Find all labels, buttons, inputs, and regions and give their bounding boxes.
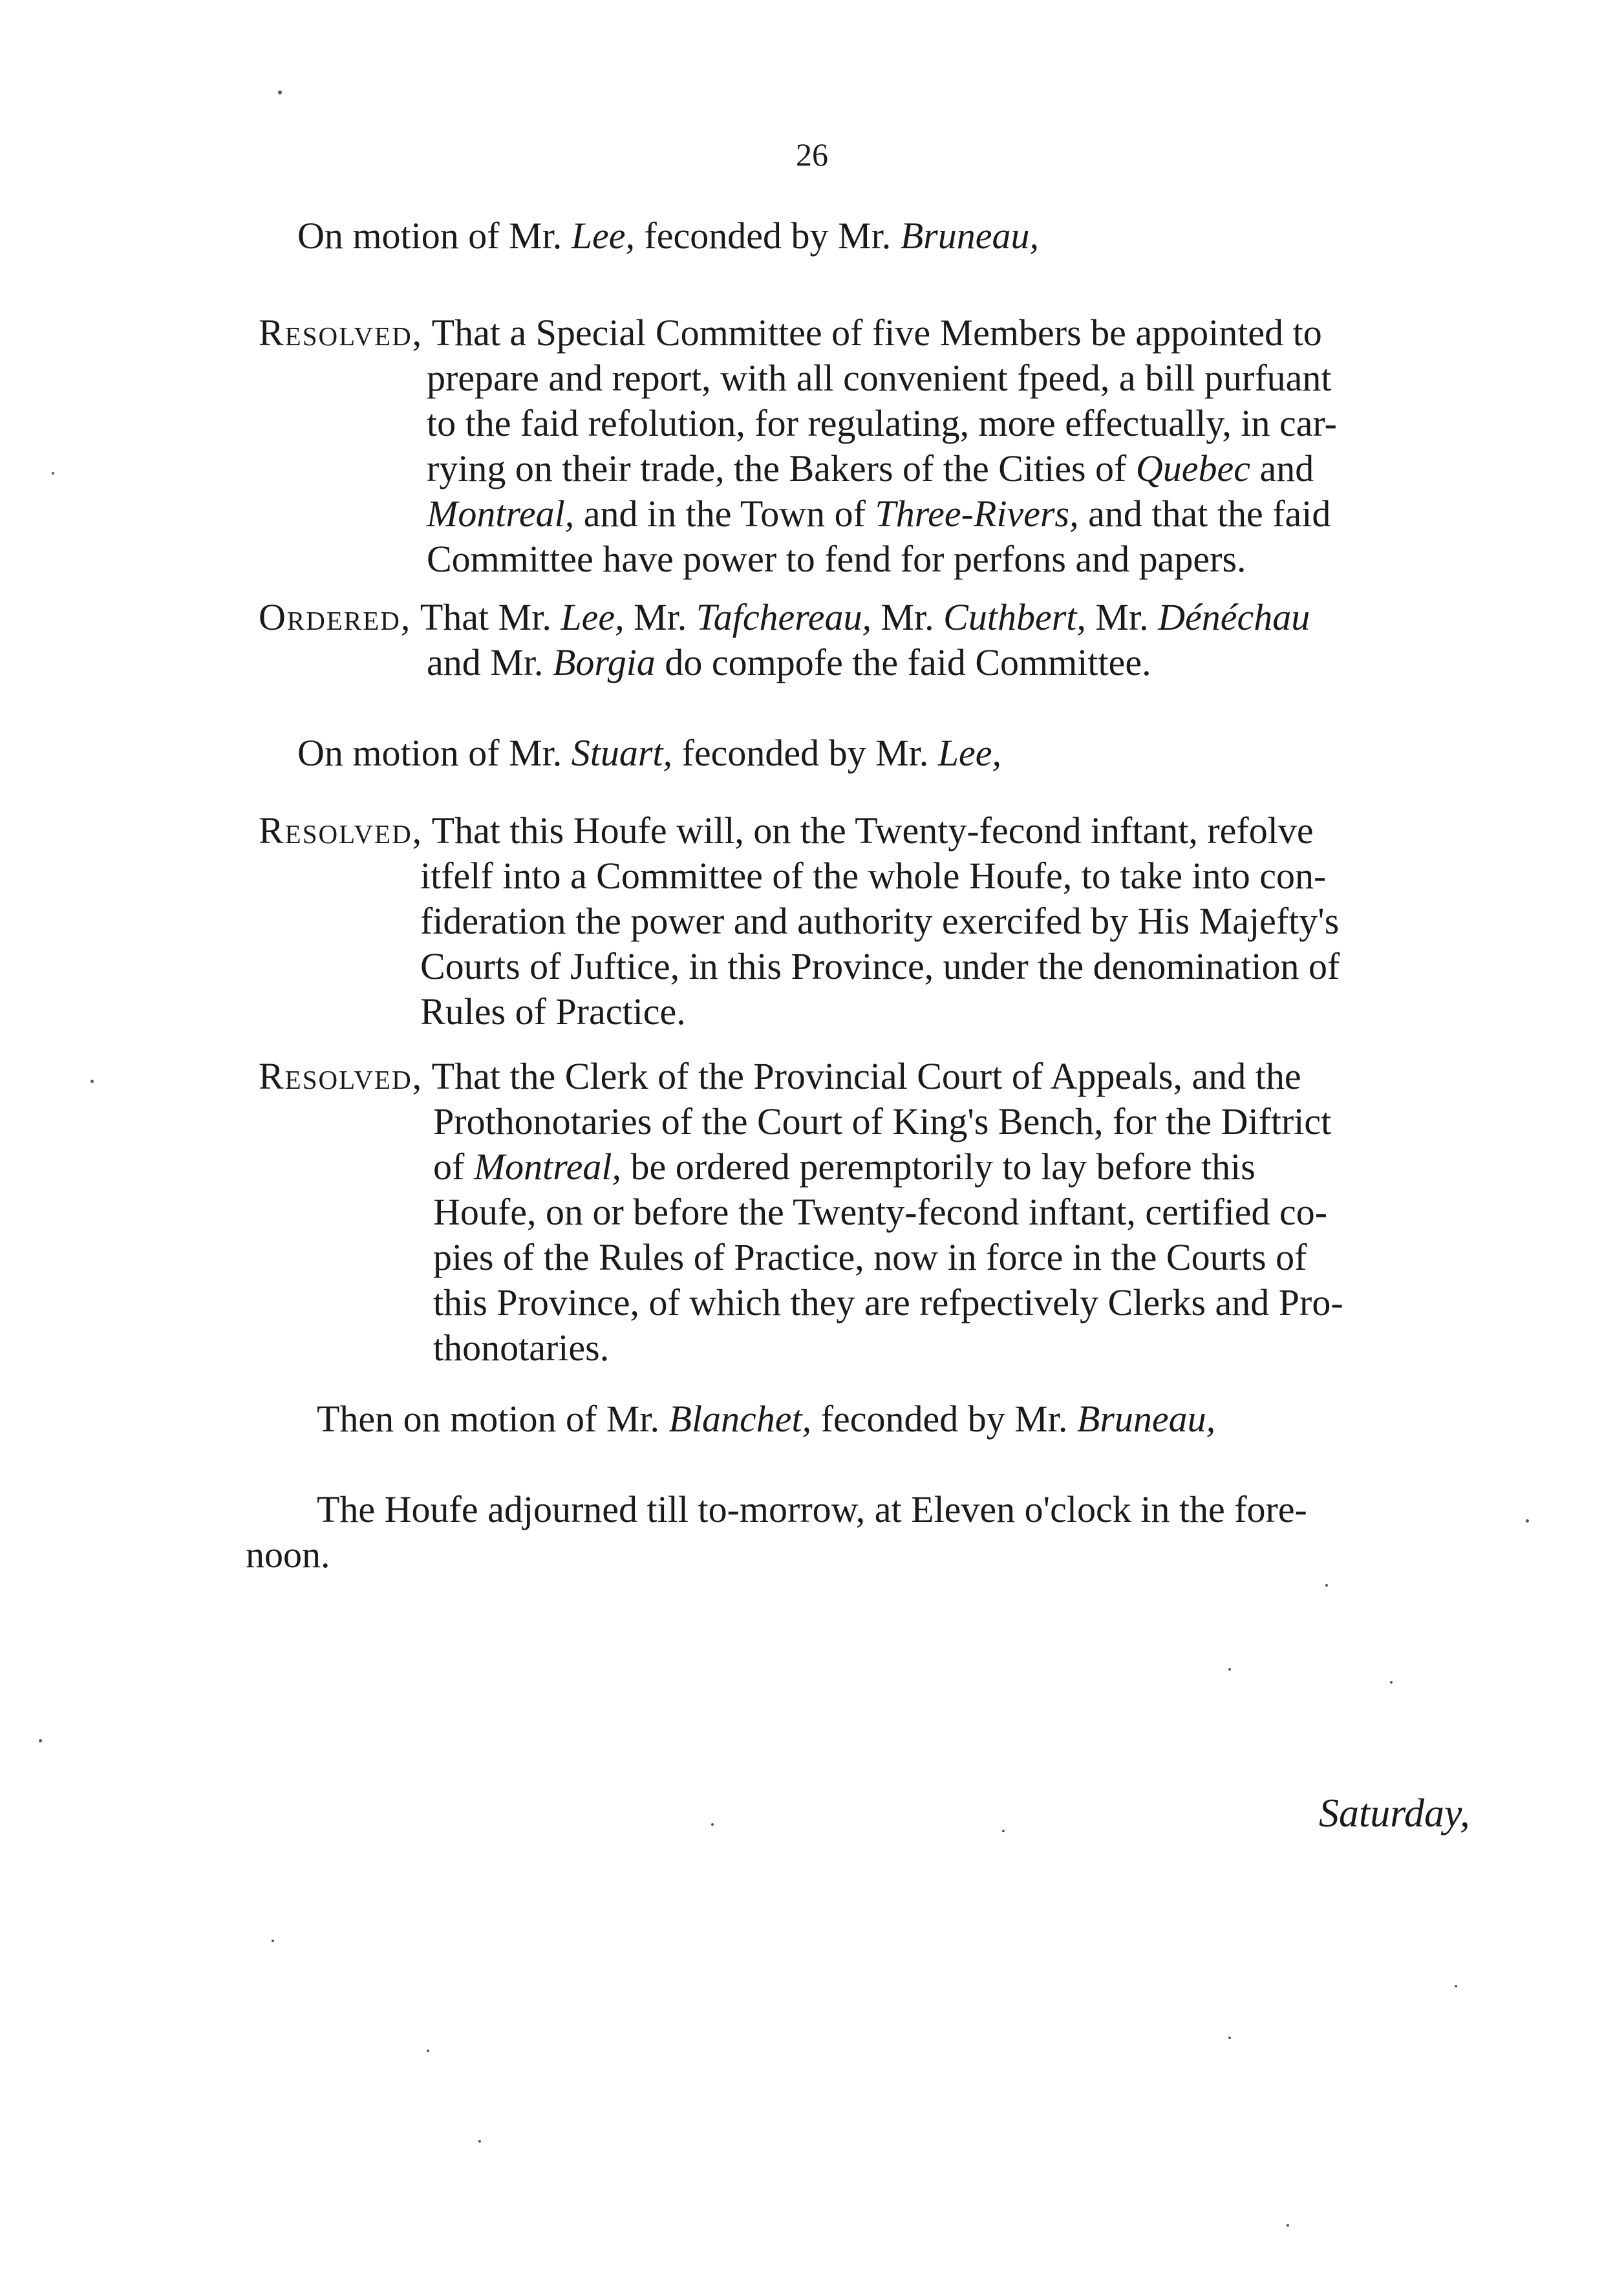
order-1 xyxy=(259,595,1474,685)
order-1-text-1: That Mr. xyxy=(411,596,561,638)
resolution-3-line-7: thonotaries. xyxy=(433,1327,610,1369)
resolution-2-line-1: That this Houfe will, on the Twenty-fecond inftant, refolve xyxy=(423,809,1314,851)
order-1-label: Ordered, xyxy=(259,596,412,638)
scan-speck xyxy=(39,1739,42,1742)
scan-speck xyxy=(52,472,54,475)
resolution-2-line-3: fideration the power and authority exercifed by His Majefty's xyxy=(420,900,1340,942)
scan-speck xyxy=(1455,1985,1457,1987)
adjournment-line-2: noon. xyxy=(246,1534,330,1576)
motion-3 xyxy=(317,1396,1506,1442)
resolution-3-line-4: Houfe, on or before the Twenty-fecond inftant, certified co- xyxy=(433,1191,1328,1233)
scan-speck xyxy=(1228,2037,1231,2039)
motion-3-prefix: Then on motion of Mr. xyxy=(317,1398,669,1440)
resolution-1-line-5-mid: and in the Town of xyxy=(574,493,875,535)
resolution-2-label: Resolved, xyxy=(259,809,423,851)
resolution-1 xyxy=(259,310,1474,582)
order-1-text-3: Mr. xyxy=(871,596,944,638)
scan-speck xyxy=(1390,1681,1393,1684)
motion-1-prefix: On motion of Mr. xyxy=(297,215,572,257)
resolution-2-line-2: itfelf into a Committee of the whole Houfe, to take into con- xyxy=(420,855,1327,897)
motion-3-mover: Blanchet, xyxy=(668,1398,812,1440)
motion-1-mover: Lee, xyxy=(571,215,635,257)
scan-speck xyxy=(278,91,282,94)
resolution-1-line-5-end: and that the faid xyxy=(1078,493,1331,535)
three-rivers-name: Three-Rivers, xyxy=(875,493,1079,535)
resolution-1-line-3: to the faid refolution, for regulating, more effectually, in car- xyxy=(427,402,1338,444)
motion-1-seconder: Bruneau, xyxy=(900,215,1039,257)
scan-speck xyxy=(1228,1668,1231,1671)
resolution-1-and: and xyxy=(1250,447,1314,489)
resolution-3-line-2: Prothonotaries of the Court of King's Bench, for the Diftrict xyxy=(433,1100,1332,1142)
montreal-name: Montreal, xyxy=(427,493,575,535)
district-montreal: Montreal, xyxy=(473,1146,622,1188)
scan-speck xyxy=(1287,2224,1289,2227)
order-1-text-4: Mr. xyxy=(1085,596,1159,638)
resolution-3-line-5: pies of the Rules of Practice, now in force in the Courts of xyxy=(433,1236,1307,1278)
resolution-3-line-3b: be ordered peremptorily to lay before this xyxy=(621,1146,1255,1188)
scan-speck xyxy=(91,1080,94,1083)
motion-2 xyxy=(297,731,1474,776)
resolution-1-line-4: rying on their trade, the Bakers of the Cities of xyxy=(427,447,1136,489)
scan-speck xyxy=(1002,1830,1005,1832)
resolution-3-line-3a: of xyxy=(433,1146,474,1188)
motion-3-seconder: Bruneau, xyxy=(1076,1398,1216,1440)
motion-2-seconder: Lee, xyxy=(937,732,1002,774)
motion-2-mid: feconded by Mr. xyxy=(672,732,938,774)
resolution-3-line-6: this Province, of which they are refpectively Clerks and Pro- xyxy=(433,1281,1343,1323)
motion-1-mid: feconded by Mr. xyxy=(634,215,901,257)
resolution-3 xyxy=(259,1054,1500,1371)
page-number: 26 xyxy=(796,136,828,173)
member-denechau: Dénéchau xyxy=(1158,596,1310,638)
resolution-1-line-6: Committee have power to fend for perfons and papers. xyxy=(427,538,1246,580)
resolution-3-label: Resolved, xyxy=(259,1055,423,1097)
scan-speck xyxy=(1325,1584,1328,1587)
scan-speck xyxy=(1526,1519,1529,1523)
member-taschereau: Tafchereau, xyxy=(696,596,871,638)
motion-2-prefix: On motion of Mr. xyxy=(297,732,572,774)
resolution-2-line-5: Rules of Practice. xyxy=(420,990,686,1033)
resolution-2 xyxy=(259,808,1487,1034)
resolution-1-line-2: prepare and report, with all convenient fpeed, a bill purfuant xyxy=(427,357,1332,399)
scan-speck xyxy=(272,1940,274,1942)
quebec-name: Quebec xyxy=(1135,447,1250,489)
resolution-3-line-1: That the Clerk of the Provincial Court of Appeals, and the xyxy=(423,1055,1301,1097)
order-1-text-2: Mr. xyxy=(624,596,696,638)
resolution-2-line-4: Courts of Juftice, in this Province, under the denomination of xyxy=(420,945,1340,987)
scan-speck xyxy=(711,1823,714,1826)
scan-speck xyxy=(427,2049,429,2052)
motion-2-mover: Stuart, xyxy=(571,732,673,774)
member-cuthbert: Cuthbert, xyxy=(943,596,1086,638)
resolution-1-line-1: That a Special Committee of five Members be appointed to xyxy=(431,312,1322,354)
member-borgia: Borgia xyxy=(552,641,656,683)
order-1-text-6: do compofe the faid Committee. xyxy=(655,641,1151,683)
order-1-text-5: and Mr. xyxy=(427,641,553,683)
motion-3-mid: feconded by Mr. xyxy=(811,1398,1077,1440)
member-lee: Lee, xyxy=(561,596,625,638)
motion-1 xyxy=(297,213,1474,259)
adjournment-line-1: The Houfe adjourned till to-morrow, at Eleven o'clock in the fore- xyxy=(317,1488,1307,1530)
adjournment xyxy=(246,1487,1513,1578)
scan-speck xyxy=(478,2140,481,2143)
resolution-1-label: Resolved, xyxy=(259,312,423,354)
catchword: Saturday, xyxy=(1319,1792,1470,1835)
